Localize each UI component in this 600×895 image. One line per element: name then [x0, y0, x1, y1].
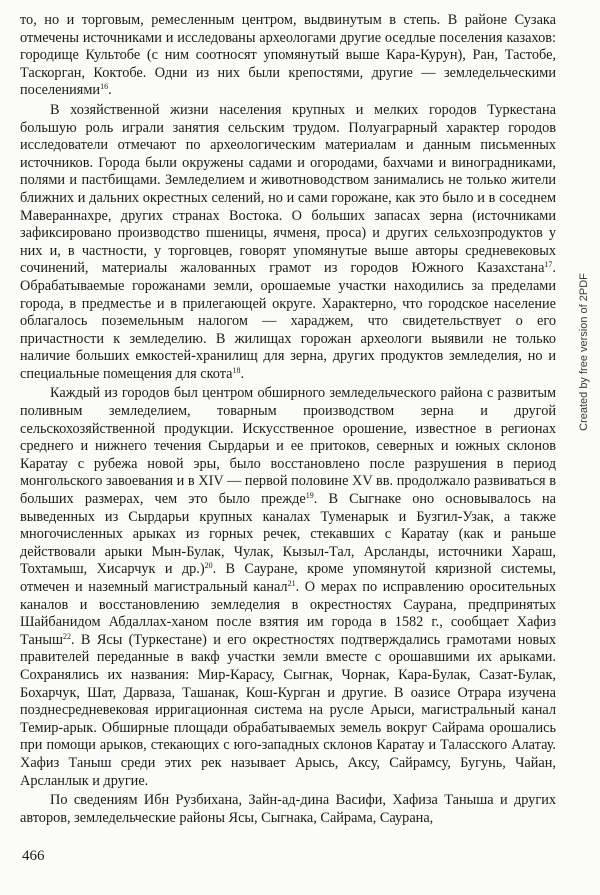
paragraph-text: В хозяйственной жизни населения крупных и мелких городов Туркестана большую роль играли занятия сельским трудом. Полуаграрный характер городов исследователи отмечают по археологическим материалам и данным письменных источников. Города были окружены садами и огородами, бахчами и виноградниками, полями и пастбищами. Земледелием и животноводством занимались не только жители ближних и дальних окрестных селений, но и сами горожане, как это было и в соседнем Мавераннахре, других странах Востока. О больших запасах зерна (источниками зафиксировано производство пшеницы, ячменя, проса) и других сельхозпродуктов у них и, в частности, у торговцев, говорят упомянутые выше авторы средневековых сочинений, материалы жалованных грамот из городов Южного Казахстана: [20, 101, 556, 277]
page-number: 466: [22, 848, 45, 864]
paragraph-text: По сведениям Ибн Рузбихана, Зайн-ад-дина Васифи, Хафиза Таныша и других авторов, земледельческие районы Ясы, Сыгнака, Сайрама, Саурана,: [20, 792, 556, 826]
paragraph-text: то, но и торговым, ремесленным центром, выдвинутым в степь. В районе Сузака отмечены источниками и исследованы археологами другие оседлые поселения казахов: городище Культобе (с ним соотносят упомянутый выше Кара-Курун), Ран, Тастобе, Таскорган, Коктобе. Одни из них были крепостями, другие — земледельческими поселениями: [20, 12, 556, 99]
footnote-ref: 22: [63, 631, 71, 641]
footnote-ref: 19: [305, 491, 314, 501]
paragraph-text: Каждый из городов был центром обширного земледельческого района с развитым поливным земледелием, товарным производством зерна и другой сельскохозяйственной продукции. Искусственное орошение, известное в регионах среднего и нижнего течения Сырдарьи и ее притоков, северных и южных склонов Каратау с рубежа новой эры, было восстановлено после разрушения в период монгольского завоевания и в XIV — первой половине XV вв. продолжало развиваться в больших размерах, чем это было прежде: [20, 385, 556, 508]
paragraph-text: . В Сыгнаке оно основывалось на выведенных из Сырдарьи крупных каналах Туменарык и Бузгил-Узак, а также многочисленных арыках из горных речек, стекавших с Каратау (как и раньше действовали арыки Мын-Булак, Чулак, Кызыл-Тал, Арсланды, источники Хараш, Тохтамыш, Хисарчук и др.): [20, 491, 556, 578]
paragraph-text: . О мерах по исправлению оросительных каналов и восстановлению земледелия в окрестностях Саурана, предпринятых Шайбанидом Абдаллах-ханом после взятия им города в 1582 г., сообщает Хафиз Таныш: [20, 579, 556, 648]
paragraph-text: . В Сауране, кроме упомянутой кяризной системы, отмечен и наземный магистральный канал: [20, 561, 557, 595]
watermark-text: Created by free version of 2PDF: [578, 273, 590, 431]
footnote-ref: 20: [204, 561, 213, 571]
page-body: [20, 12, 556, 827]
paragraph-text: . Обрабатываемые горожанами земли, орошаемые участки находились за пределами города, в предместье и в прилегающей округе. Характерно, что городское население облагалось поземельным налогом — хараджем, что свидетельствует о его причастности к земледелию. В жилищах горожан археологи выявили не только наличие больших емкостей-хранилищ для зерна, других продуктов земледелия, но и специальные помещения для скота: [20, 260, 556, 382]
paragraph-text: . В Ясы (Туркестане) и его окрестностях подтверждались грамотами новых правителей переданные в вакф участки земли вместе с орошавшими их арыками. Сохранялись их названия: Мир-Карасу, Сыгнак, Чорнак, Кара-Булак, Сазат-Булак, Бохарчук, Шат, Дарваза, Ташанак, Кош-Курган и другие. В оазисе Отрара изучена позднесредневековая ирригационная система на русле Арыси, магистральный канал Темир-арык. Обширные площади обрабатываемых земель вокруг Сайрама орошались при помощи арыков, стекающих с юго-западных склонов Каратау и Таласского Алатау. Хафиз Таныш среди этих рек называет Арысь, Аксу, Сайрамсу, Бугунь, Чайан, Арсланлык и другие.: [20, 631, 556, 789]
paragraph-text: .: [240, 365, 245, 382]
footnote-ref: 16: [100, 82, 109, 92]
footnote-ref: 21: [287, 579, 296, 588]
paragraph-1: [20, 12, 556, 100]
footnote-ref: 17: [544, 260, 553, 270]
paragraph-2: [20, 102, 556, 384]
paragraph-text: .: [108, 82, 112, 99]
paragraph-3: [20, 385, 556, 790]
footnote-ref: 18: [232, 365, 241, 375]
paragraph-4: [20, 792, 556, 827]
